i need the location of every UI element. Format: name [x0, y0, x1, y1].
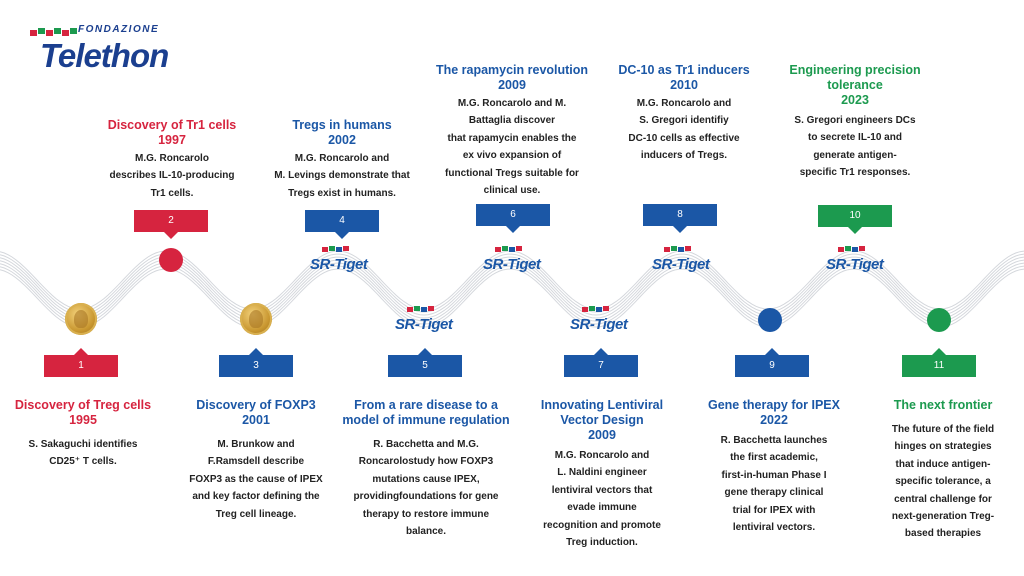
event-title-line2: model of immune regulation	[342, 413, 510, 427]
sr-tiget-logo: SR-Tiget	[826, 246, 890, 280]
timeline-dot	[159, 248, 183, 272]
event-title: DC-10 as Tr1 inducers	[618, 63, 750, 77]
event-description: S. Gregori engineers DCs to secrete IL-10 and generate antigen- specific Tr1 responses.	[794, 115, 916, 179]
event-description: M.G. Roncarolo and S. Gregori identifiy DC-10 cells as effective inducers of Tregs.	[628, 98, 740, 162]
event-year: 2022	[760, 413, 788, 427]
event-number-badge: 9	[735, 355, 809, 377]
event-year: 1997	[158, 133, 186, 147]
timeline-dot	[927, 308, 951, 332]
logo-main-text: Telethon	[40, 37, 169, 74]
event-number-badge: 1	[44, 355, 118, 377]
event-year: 2002	[328, 133, 356, 147]
event-title: From a rare disease to a	[354, 398, 498, 412]
sr-tiget-logo: SR-Tiget	[310, 246, 374, 280]
event-1	[0, 398, 166, 471]
event-title: Engineering precision	[789, 63, 921, 77]
event-number-badge: 2	[134, 210, 208, 232]
event-year: 2023	[841, 93, 869, 107]
event-10	[768, 63, 942, 182]
event-title: Discovery of Tr1 cells	[107, 118, 237, 132]
event-4	[256, 118, 428, 202]
nobel-medal-icon	[240, 303, 272, 335]
event-year: 2009	[498, 78, 526, 92]
event-year: 2001	[242, 413, 270, 427]
event-8	[598, 63, 770, 165]
event-number-badge: 5	[388, 355, 462, 377]
event-title: Discovery of FOXP3	[196, 398, 316, 412]
event-title: The rapamycin revolution	[435, 63, 589, 77]
event-description: The future of the field hinges on strategies that induce antigen- specific tolerance, a central challenge for next-generation Treg- based therapies	[891, 424, 995, 540]
event-description: M.G. Roncarolo and L. Naldini engineer lentiviral vectors that evade immune recognition and promote Treg induction.	[543, 450, 661, 549]
event-number-badge: 7	[564, 355, 638, 377]
event-number-badge: 11	[902, 355, 976, 377]
event-number-badge: 10	[818, 205, 892, 227]
event-number-badge: 6	[476, 204, 550, 226]
event-description: M.G. Roncarolo describes IL-10-producing Tr1 cells.	[109, 153, 235, 199]
event-title-line2: Vector Design	[560, 413, 644, 427]
nobel-medal-icon	[65, 303, 97, 335]
event-year: 1995	[69, 413, 97, 427]
event-title-line2: tolerance	[827, 78, 883, 92]
event-title: Innovating Lentiviral	[540, 398, 664, 412]
event-title: The next frontier	[893, 398, 993, 412]
event-2	[88, 118, 256, 202]
logo-top-text: FONDAZIONE	[78, 24, 160, 35]
event-title: Gene therapy for IPEX	[708, 398, 840, 412]
event-6	[426, 63, 598, 199]
sr-tiget-logo: SR-Tiget	[395, 306, 459, 340]
event-7	[514, 398, 690, 551]
event-year: 2010	[670, 78, 698, 92]
sr-tiget-logo: SR-Tiget	[570, 306, 634, 340]
event-description: M.G. Roncarolo and M. Levings demonstrate that Tregs exist in humans.	[274, 153, 410, 199]
event-year: 2009	[588, 428, 616, 442]
event-description: M.G. Roncarolo and M. Battaglia discover that rapamycin enables the ex vivo expansion of functional Tregs suitable for clinical use.	[445, 98, 579, 197]
event-number-badge: 4	[305, 210, 379, 232]
event-5	[340, 398, 512, 540]
timeline-dot	[758, 308, 782, 332]
event-description: M. Brunkow and F.Ramsdell describe FOXP3 as the cause of IPEX and key factor defining the Treg cell lineage.	[189, 439, 323, 520]
sr-tiget-logo: SR-Tiget	[483, 246, 547, 280]
event-description: S. Sakaguchi identifies CD25⁺ T cells.	[28, 439, 138, 468]
event-title: Tregs in humans	[292, 118, 392, 132]
event-description: R. Bacchetta launches the first academic, first-in-human Phase I gene therapy clinical trial for IPEX with lentiviral vectors.	[720, 435, 828, 534]
event-number-badge: 3	[219, 355, 293, 377]
event-title: Discovery of Treg cells	[14, 398, 152, 412]
telethon-logo	[30, 22, 180, 82]
event-description: R. Bacchetta and M.G. Roncarolostudy how FOXP3 mutations cause IPEX, providingfoundations for gene therapy to restore immune balance.	[353, 439, 499, 538]
event-9	[686, 398, 862, 536]
event-number-badge: 8	[643, 204, 717, 226]
event-11	[862, 398, 1024, 543]
event-3	[170, 398, 342, 523]
sr-tiget-logo: SR-Tiget	[652, 246, 716, 280]
